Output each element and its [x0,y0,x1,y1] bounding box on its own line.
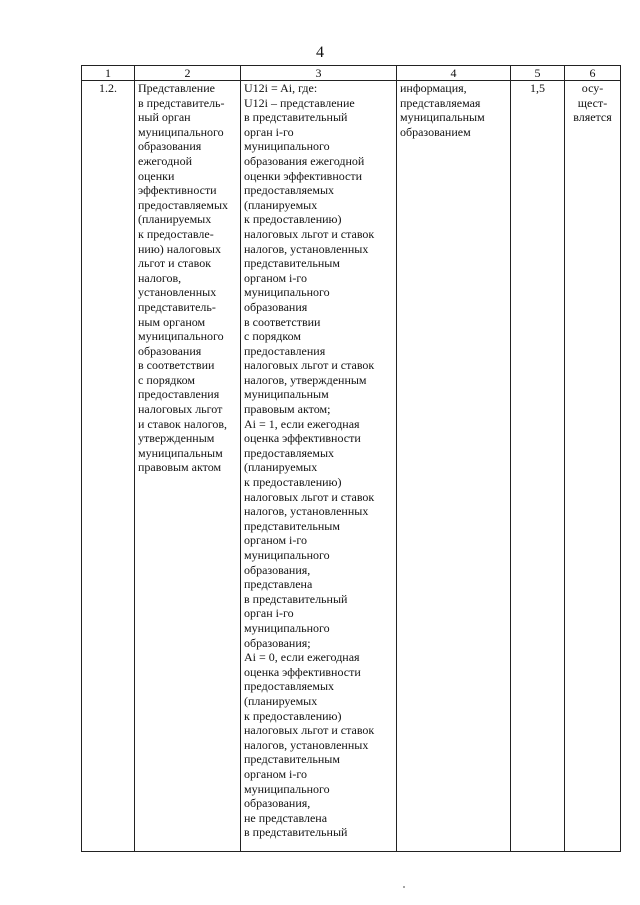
text-line: налоговых льгот и ставок [244,358,375,373]
formula-cell [241,81,397,852]
text-line: оценка эффективности [244,664,361,679]
text-line: (планируемых [138,212,212,227]
text-line: в соответствии [244,314,321,329]
text-line: в представительный [244,825,348,840]
text-line: муниципальным [400,110,485,125]
table-row [82,81,621,852]
text-line: налоговых льгот и ставок [244,723,375,738]
column-header-5: 5 [511,66,565,81]
text-line: муниципального [244,781,330,796]
text-line: налоговых льгот [138,402,223,417]
indicator-table [81,65,621,852]
text-line: муниципального [244,620,330,635]
text-line: правовым актом [138,460,222,475]
text-line: в представитель- [138,95,225,110]
text-line: U12i – представление [244,95,355,110]
text-line: и ставок налогов, [138,416,228,431]
text-line: информация, [400,81,467,95]
text-line: орган i-го [244,606,294,621]
text-line: с порядком [244,329,301,344]
text-line: не представлена [244,810,328,825]
text-line: с порядком [138,372,195,387]
frequency-cell [565,81,621,852]
text-line: муниципального [244,285,330,300]
text-line: налогов, утвержденным [244,372,367,387]
text-line: в представительный [244,110,348,125]
text-line: льгот и ставок [138,256,212,271]
text-line: предоставляемых [244,183,335,198]
text-line: щест- [577,95,608,110]
text-line: правовым актом; [244,402,331,417]
text-line: представлена [244,577,313,592]
text-line: налогов, [138,270,182,285]
text-line: налоговых льгот и ставок [244,226,375,241]
text-line: к предоставлению) [244,708,342,723]
text-line: образованием [400,124,471,139]
text-line: установленных [138,285,217,300]
text-line: U12i = Ai, где: [244,81,318,95]
text-line: эффективности [138,183,217,198]
text-line: ным органом [138,314,206,329]
text-line: образования, [244,796,311,811]
text-line: органом i-го [244,270,307,285]
source-cell [397,81,511,852]
text-line: предоставляемых [244,445,335,460]
column-header-3: 3 [241,66,397,81]
text-line: образования ежегодной [244,153,365,168]
text-line: оценки эффективности [244,168,363,183]
text-line: налоговых льгот и ставок [244,489,375,504]
text-line: (планируемых [244,197,318,212]
column-header-4: 4 [397,66,511,81]
text-line: ежегодной [138,153,193,168]
column-header-1: 1 [82,66,135,81]
text-line: оценки [138,168,175,183]
table-header-row [82,66,621,81]
text-line: ный орган [138,110,191,125]
text-line: налогов, установленных [244,504,369,519]
text-line: осу- [581,81,604,95]
text-line: образования; [244,635,311,650]
text-line: образования [138,343,202,358]
text-line: представительным [244,518,340,533]
text-line: (планируемых [244,460,318,475]
text-line: Ai = 1, если ежегодная [244,416,360,431]
text-line: в представительный [244,591,348,606]
indicator-name-cell [135,81,241,852]
row-number-cell: 1.2. [82,81,135,852]
text-line: к предоставлению) [244,475,342,490]
text-line: муниципального [138,329,224,344]
text-line: орган i-го [244,124,294,139]
column-header-6: 6 [565,66,621,81]
text-line: муниципального [244,139,330,154]
text-line: нию) налоговых [138,241,221,256]
text-line: представитель- [138,299,216,314]
text-line: Представление [138,81,215,95]
text-line: муниципальным [138,445,223,460]
text-line: образования, [244,562,311,577]
text-line: вляется [573,110,612,125]
column-header-2: 2 [135,66,241,81]
text-line: представительным [244,752,340,767]
page-number: 4 [316,44,324,61]
text-line: органом i-го [244,766,307,781]
text-line: к предоставле- [138,226,214,241]
text-line: образования [138,139,202,154]
text-line: предоставления [244,343,326,358]
text-line: муниципальным [244,387,329,402]
text-line: предоставляемых [244,679,335,694]
text-line: органом i-го [244,533,307,548]
text-line: Ai = 0, если ежегодная [244,650,360,665]
text-line: в соответствии [138,358,215,373]
text-line: утвержденным [138,431,215,446]
text-line: предоставления [138,387,220,402]
text-line: представляемая [400,95,481,110]
text-line: представительным [244,256,340,271]
text-line: (планируемых [244,693,318,708]
scan-artifact [403,886,405,888]
text-line: к предоставлению) [244,212,342,227]
text-line: муниципального [138,124,224,139]
weight-cell: 1,5 [511,81,565,852]
text-line: муниципального [244,548,330,562]
text-line: предоставляемых [138,197,229,212]
text-line: налогов, установленных [244,737,369,752]
text-line: налогов, установленных [244,241,369,256]
text-line: образования [244,299,308,314]
text-line: оценка эффективности [244,431,361,446]
